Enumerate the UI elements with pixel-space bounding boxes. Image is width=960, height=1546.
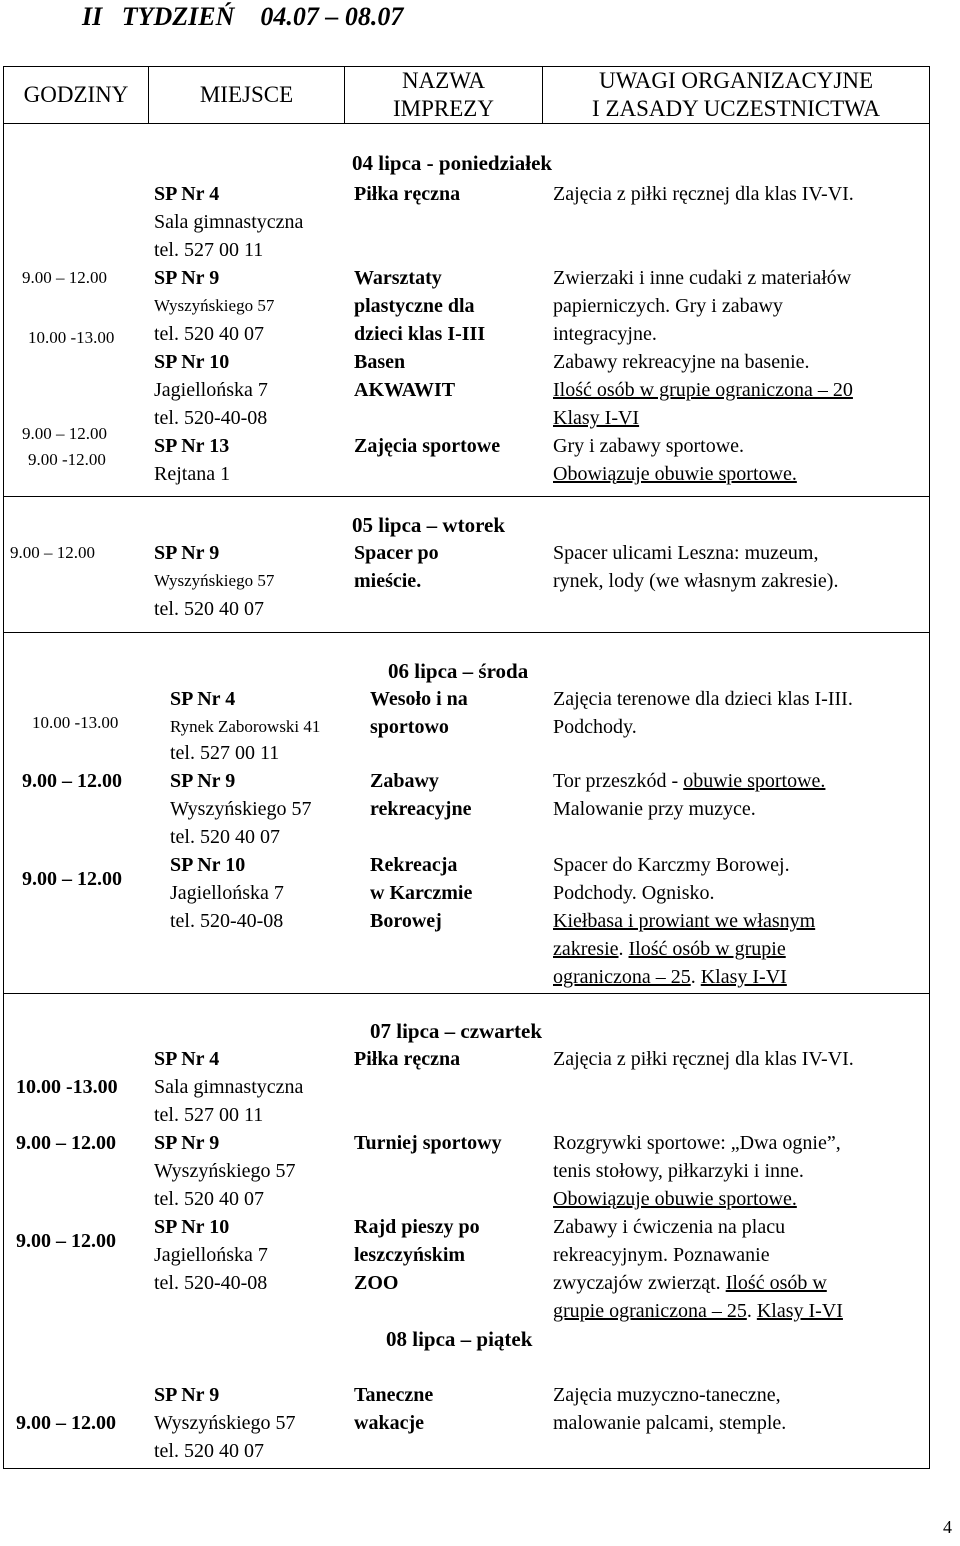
day1-r4-hours: 9.00 -12.00 xyxy=(28,450,106,469)
day4-r1-notes: Zajęcia z piłki ręcznej dla klas IV-VI. xyxy=(553,1048,854,1070)
day2-r1-hours: 9.00 – 12.00 xyxy=(10,543,95,562)
day3-r3-place3: tel. 520-40-08 xyxy=(170,910,284,932)
day1-block xyxy=(4,124,930,497)
day2-r1-event1: Spacer po xyxy=(354,542,439,564)
day3-r1-hours: 10.00 -13.00 xyxy=(32,713,119,732)
day2-r1-event2: mieście. xyxy=(354,570,422,592)
day1-r3-place2: Jagiellońska 7 xyxy=(154,379,268,401)
day4-r3-place1: SP Nr 10 xyxy=(154,1216,230,1238)
day3-r2-event2: rekreacyjne xyxy=(370,798,472,820)
day4-r3-place3: tel. 520-40-08 xyxy=(154,1272,268,1294)
day1-r2-event1: Warsztaty xyxy=(354,267,442,289)
day3-r3-notes1: Spacer do Karczmy Borowej. xyxy=(553,854,790,876)
day3-r2-hours: 9.00 – 12.00 xyxy=(22,770,122,792)
day4-r3-place2: Jagiellońska 7 xyxy=(154,1244,268,1266)
day1-r4-place1: SP Nr 13 xyxy=(154,435,230,457)
page-number: 4 xyxy=(943,1517,952,1537)
header-place: MIEJSCE xyxy=(149,67,345,124)
day4-r2-notes2: tenis stołowy, piłkarzyki i inne. xyxy=(553,1160,804,1182)
day3-r3-event3: Borowej xyxy=(370,910,442,932)
page-title: II TYDZIEŃ 04.07 – 08.07 xyxy=(82,2,404,31)
day3-r3-notes2: Podchody. Ognisko. xyxy=(553,882,715,904)
day1-r4-notes1: Gry i zabawy sportowe. xyxy=(553,435,745,457)
day3-r3-event2: w Karczmie xyxy=(370,882,473,904)
day2-block xyxy=(4,497,930,633)
day5-heading: 08 lipca – piątek xyxy=(386,1327,533,1351)
day4-r1-event: Piłka ręczna xyxy=(354,1048,461,1070)
day5-r1-place1: SP Nr 9 xyxy=(154,1384,220,1406)
day1-r1-notes: Zajęcia z piłki ręcznej dla klas IV-VI. xyxy=(553,183,854,205)
day2-r1-place1: SP Nr 9 xyxy=(154,542,220,564)
day2-r1-notes2: rynek, lody (we własnym zakresie). xyxy=(553,570,839,592)
day3-r3-notes4: zakresie. Ilość osób w grupie xyxy=(553,938,786,960)
day4-r2-event: Turniej sportowy xyxy=(354,1132,502,1154)
day5-r1-notes1: Zajęcia muzyczno-taneczne, xyxy=(553,1384,781,1406)
day4-r1-place3: tel. 527 00 11 xyxy=(154,1104,264,1126)
day3-r2-place3: tel. 520 40 07 xyxy=(170,826,280,848)
day1-r2-notes1: Zwierzaki i inne cudaki z materiałów xyxy=(553,267,852,289)
day1-r1-place2: Sala gimnastyczna xyxy=(154,211,304,233)
day3-r2-place2: Wyszyńskiego 57 xyxy=(170,798,312,820)
day3-r1-place1: SP Nr 4 xyxy=(170,688,236,710)
day3-r3-place2: Jagiellońska 7 xyxy=(170,882,284,904)
day1-r1-event: Piłka ręczna xyxy=(354,183,461,205)
day1-r1-place3: tel. 527 00 11 xyxy=(154,239,264,261)
day4-r1-place2: Sala gimnastyczna xyxy=(154,1076,304,1098)
day3-r3-notes5: ograniczona – 25. Klasy I-VI xyxy=(553,966,787,988)
day2-heading: 05 lipca – wtorek xyxy=(352,513,506,537)
day3-r3-hours: 9.00 – 12.00 xyxy=(22,868,122,890)
day4-r1-place1: SP Nr 4 xyxy=(154,1048,220,1070)
day3-r1-notes1: Zajęcia terenowe dla dzieci klas I-III. xyxy=(553,688,853,710)
day1-r3-notes1: Zabawy rekreacyjne na basenie. xyxy=(553,351,810,373)
day5-r1-notes2: malowanie palcami, stemple. xyxy=(553,1412,787,1434)
day5-r1-place3: tel. 520 40 07 xyxy=(154,1440,264,1462)
day3-heading: 06 lipca – środa xyxy=(388,659,529,683)
day3-r2-notes2: Malowanie przy muzyce. xyxy=(553,798,756,820)
day3-r3-place1: SP Nr 10 xyxy=(170,854,246,876)
day1-heading: 04 lipca - poniedziałek xyxy=(352,151,553,175)
day3-r1-notes2: Podchody. xyxy=(553,716,637,738)
day4-block xyxy=(4,994,930,1469)
day5-r1-event1: Taneczne xyxy=(354,1384,434,1406)
day4-r3-event1: Rajd pieszy po xyxy=(354,1216,480,1238)
header-hours: GODZINY xyxy=(4,67,149,124)
day1-r2-place1: SP Nr 9 xyxy=(154,267,220,289)
header-event: NAZWA IMPREZY xyxy=(345,67,543,124)
day1-r4-place2: Rejtana 1 xyxy=(154,463,231,485)
day3-r1-event2: sportowo xyxy=(370,716,449,738)
day1-r3-place1: SP Nr 10 xyxy=(154,351,230,373)
day1-r2-place3: tel. 520 40 07 xyxy=(154,323,264,345)
day1-r2-event3: dzieci klas I-III xyxy=(354,323,486,345)
header-notes: UWAGI ORGANIZACYJNE I ZASADY UCZESTNICTWA xyxy=(543,67,930,124)
day3-block xyxy=(4,633,930,994)
day4-heading: 07 lipca – czwartek xyxy=(370,1019,543,1043)
day5-r1-hours: 9.00 – 12.00 xyxy=(16,1412,116,1434)
day1-r3-event2: AKWAWIT xyxy=(354,379,456,401)
day1-r1-hours: 10.00 -13.00 xyxy=(28,328,115,347)
day4-r2-place2: Wyszyńskiego 57 xyxy=(154,1160,296,1182)
day1-r3-notes2: Ilość osób w grupie ograniczona – 20 xyxy=(553,379,853,401)
schedule-table xyxy=(3,66,930,1469)
day3-r1-place2: Rynek Zaborowski 41 xyxy=(170,717,321,736)
day1-r4-event: Zajęcia sportowe xyxy=(354,435,501,457)
day4-r2-hours: 9.00 – 12.00 xyxy=(16,1132,116,1154)
day1-r1-place1: SP Nr 4 xyxy=(154,183,220,205)
day4-r2-place3: tel. 520 40 07 xyxy=(154,1188,264,1210)
day4-r2-place1: SP Nr 9 xyxy=(154,1132,220,1154)
day5-r1-place2: Wyszyńskiego 57 xyxy=(154,1412,296,1434)
day4-r1-hours: 10.00 -13.00 xyxy=(16,1076,118,1098)
day2-r1-notes1: Spacer ulicami Leszna: muzeum, xyxy=(553,542,819,564)
header-row xyxy=(4,67,930,124)
day4-r3-notes1: Zabawy i ćwiczenia na placu xyxy=(553,1216,786,1238)
day4-r2-notes3: Obowiązuje obuwie sportowe. xyxy=(553,1188,797,1210)
day1-r3-notes3: Klasy I-VI xyxy=(553,407,640,429)
day1-r3-place3: tel. 520-40-08 xyxy=(154,407,268,429)
day4-r3-notes4: grupie ograniczona – 25. Klasy I-VI xyxy=(553,1300,843,1322)
day3-r2-notes1: Tor przeszkód - obuwie sportowe. xyxy=(553,770,826,792)
day3-r3-event1: Rekreacja xyxy=(370,854,458,876)
day5-r1-event2: wakacje xyxy=(354,1412,424,1434)
day1-r3-hours: 9.00 – 12.00 xyxy=(22,424,107,443)
day1-r2-place2: Wyszyńskiego 57 xyxy=(154,296,275,315)
day4-r2-notes1: Rozgrywki sportowe: „Dwa ognie”, xyxy=(553,1132,841,1154)
day4-r3-notes2: rekreacyjnym. Poznawanie xyxy=(553,1244,770,1266)
day1-r2-hours: 9.00 – 12.00 xyxy=(22,268,107,287)
day4-r3-notes3: zwyczajów zwierząt. Ilość osób w xyxy=(553,1272,827,1294)
day2-r1-place2: Wyszyńskiego 57 xyxy=(154,571,275,590)
day3-r2-place1: SP Nr 9 xyxy=(170,770,236,792)
day4-r3-event2: leszczyńskim xyxy=(354,1244,466,1266)
day1-r4-notes2: Obowiązuje obuwie sportowe. xyxy=(553,463,797,485)
day3-r1-place3: tel. 527 00 11 xyxy=(170,742,280,764)
day3-r2-event1: Zabawy xyxy=(370,770,439,792)
day3-r3-notes3: Kiełbasa i prowiant we własnym xyxy=(553,910,816,932)
day1-r3-event1: Basen xyxy=(354,351,406,373)
day4-r3-event3: ZOO xyxy=(354,1272,399,1294)
day4-r3-hours: 9.00 – 12.00 xyxy=(16,1230,116,1252)
day1-r2-event2: plastyczne dla xyxy=(354,295,475,317)
day1-r2-notes2: papierniczych. Gry i zabawy xyxy=(553,295,783,317)
day3-r1-event1: Wesoło i na xyxy=(370,688,468,710)
day1-r2-notes3: integracyjne. xyxy=(553,323,657,345)
day2-r1-place3: tel. 520 40 07 xyxy=(154,598,264,620)
